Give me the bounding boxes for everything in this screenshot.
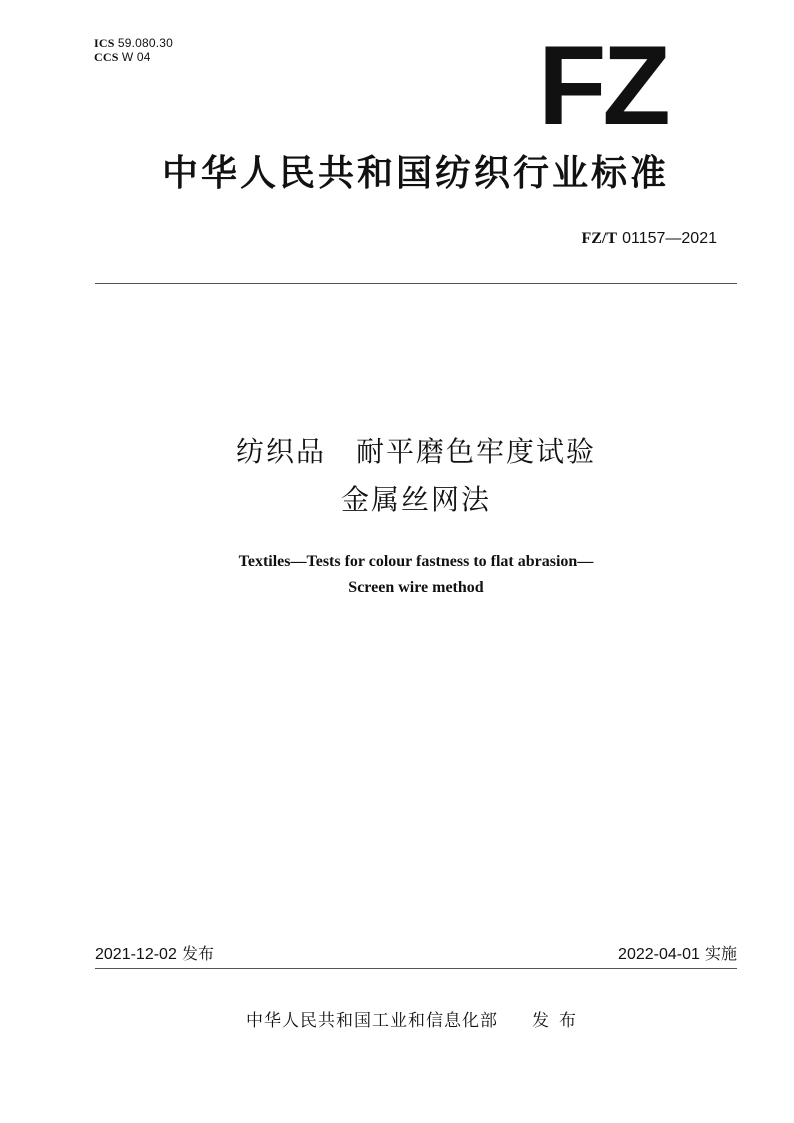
implementation-date-label: 实施 <box>704 944 737 963</box>
fz-logo: FZ <box>538 23 667 148</box>
standard-number <box>581 228 717 249</box>
top-divider <box>95 283 737 284</box>
classification-codes <box>94 36 173 64</box>
english-title-line-1: Textiles—Tests for colour fastness to flat abrasion— <box>238 553 594 570</box>
issue-date-value: 2021-12-02 <box>95 946 177 963</box>
issue-date-label: 发布 <box>181 944 214 963</box>
implementation-date <box>618 944 737 965</box>
ics-code: 59.080.30 <box>117 36 174 50</box>
ccs-code: W 04 <box>121 50 151 64</box>
ics-label: ICS <box>94 36 115 50</box>
issuing-organization: 中华人民共和国工业和信息化部 <box>246 1011 498 1031</box>
issue-date <box>95 944 214 965</box>
issuing-action: 发布 <box>532 1011 586 1031</box>
bottom-divider <box>95 968 737 969</box>
issuing-authority <box>95 1009 737 1033</box>
english-title-line-2: Screen wire method <box>348 579 484 596</box>
ccs-label: CCS <box>94 50 119 64</box>
standard-number-prefix: FZ/T <box>581 230 617 247</box>
standard-category-title: 中华人民共和国纺织行业标准 <box>161 153 669 194</box>
chinese-title-line-2: 金属丝网法 <box>340 483 491 516</box>
implementation-date-value: 2022-04-01 <box>618 946 700 963</box>
ics-line <box>94 36 173 50</box>
ccs-line <box>94 50 173 64</box>
standard-number-value: 01157—2021 <box>622 230 717 247</box>
chinese-title-line-1: 纺织品 耐平磨色牢度试验 <box>235 435 596 468</box>
